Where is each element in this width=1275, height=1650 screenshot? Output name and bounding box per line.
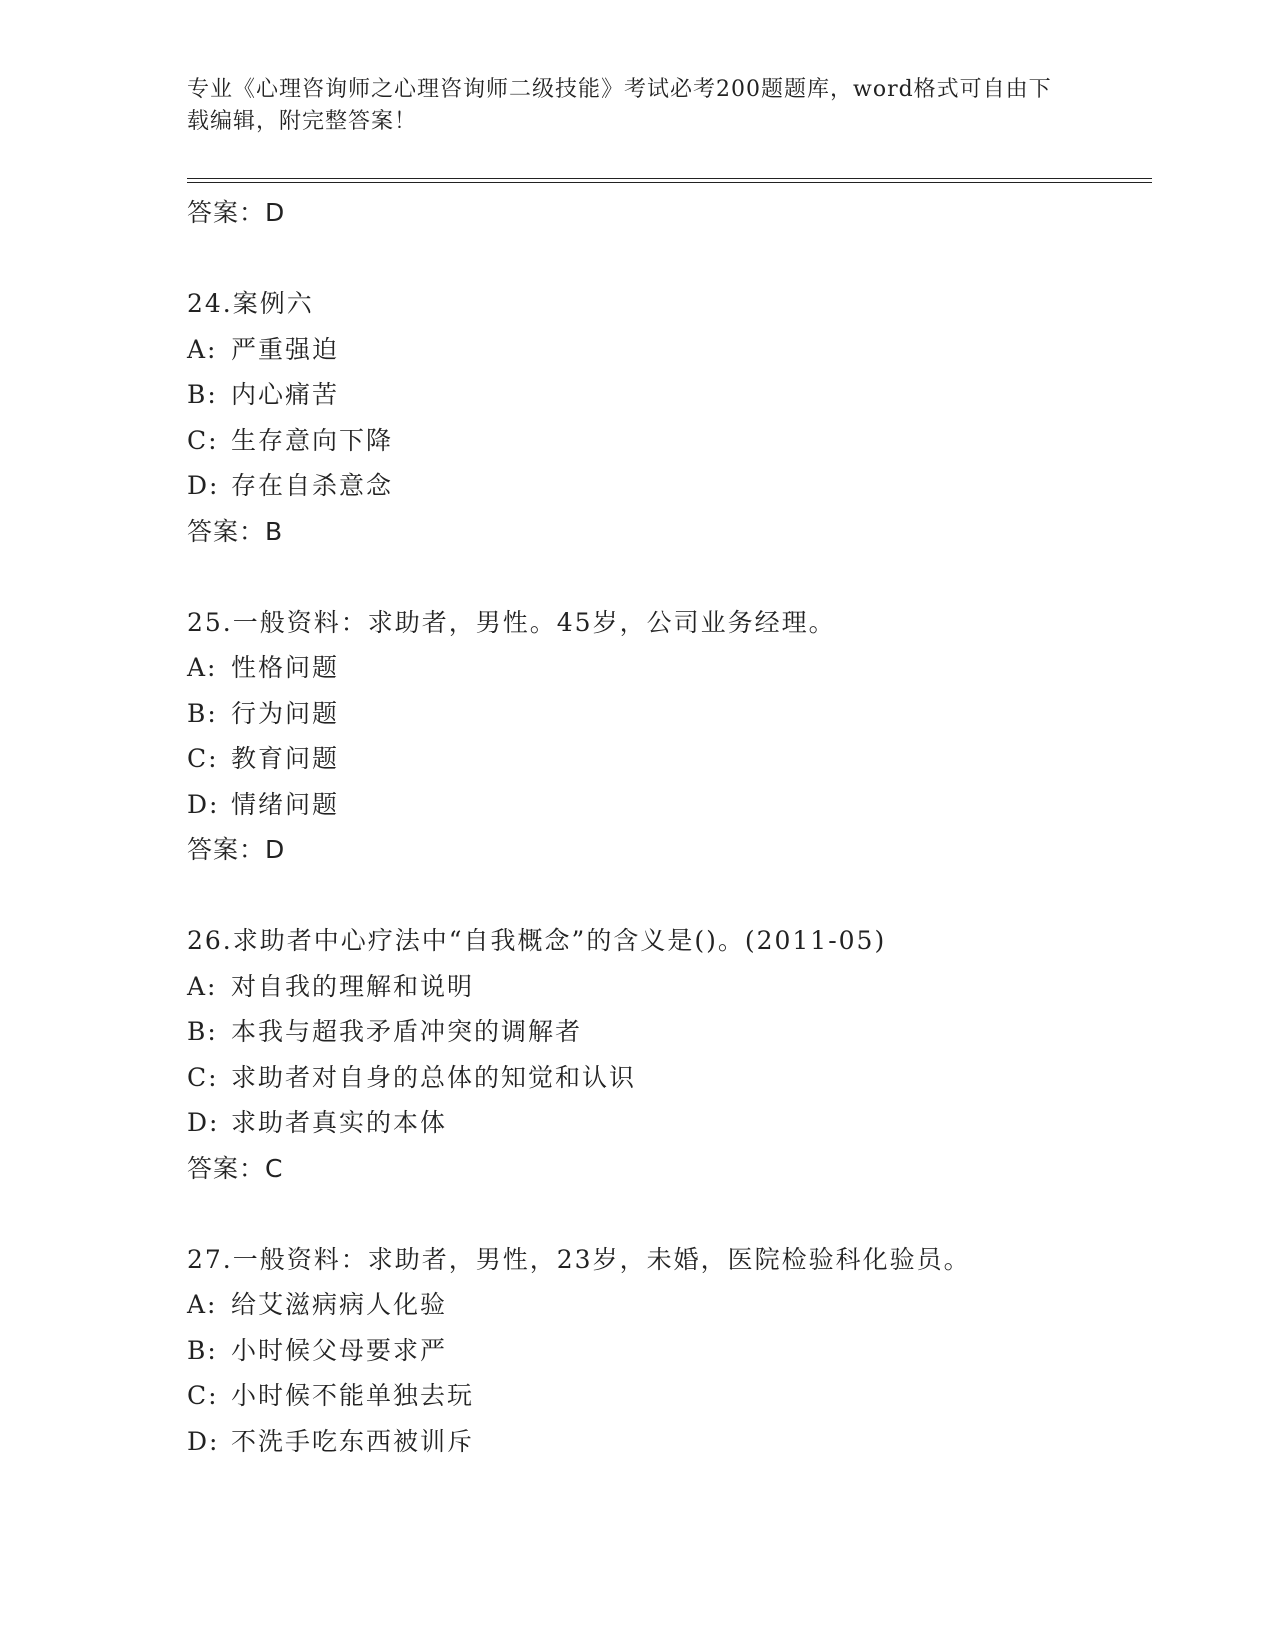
option-text: 本我与超我矛盾冲突的调解者 <box>231 1017 583 1046</box>
option-c <box>187 1055 1147 1101</box>
option-text: 内心痛苦 <box>231 380 340 409</box>
option-text: 求助者对自身的总体的知觉和认识 <box>231 1062 637 1092</box>
option-label: C: <box>187 425 219 455</box>
option-text: 生存意向下降 <box>231 425 394 455</box>
option-text: 存在自杀意念 <box>231 471 394 500</box>
option-a <box>187 1282 1147 1328</box>
option-label: C: <box>187 1062 219 1092</box>
question-stem: 25.一般资料：求助者，男性。45岁，公司业务经理。 <box>187 607 836 637</box>
option-text: 对自我的理解和说明 <box>231 971 475 1001</box>
question-block <box>187 918 1147 1191</box>
question-block <box>187 600 1147 873</box>
option-d <box>187 1419 1147 1465</box>
spacer <box>187 1191 1147 1237</box>
option-label: C: <box>187 744 219 773</box>
option-label: D: <box>187 1108 220 1137</box>
option-label: A: <box>187 1290 218 1319</box>
option-label: D: <box>187 789 220 819</box>
document-header <box>187 74 1067 138</box>
option-text: 教育问题 <box>231 744 340 773</box>
option-text: 性格问题 <box>231 653 340 682</box>
answer-line: 答案：B <box>187 516 284 546</box>
question-stem: 27.一般资料：求助者，男性，23岁，未婚，医院检验科化验员。 <box>187 1244 971 1274</box>
question-block <box>187 281 1147 554</box>
option-label: A: <box>187 653 218 682</box>
option-label: A: <box>187 971 218 1001</box>
option-c <box>187 736 1147 782</box>
option-a <box>187 645 1147 691</box>
spacer <box>187 236 1147 282</box>
header-divider-top <box>187 178 1152 179</box>
spacer <box>187 554 1147 600</box>
option-text: 行为问题 <box>231 698 340 728</box>
spacer <box>187 873 1147 919</box>
option-text: 小时候不能单独去玩 <box>231 1381 475 1410</box>
option-label: D: <box>187 1426 220 1456</box>
option-b <box>187 691 1147 737</box>
option-text: 小时候父母要求严 <box>231 1335 448 1365</box>
option-b <box>187 1009 1147 1055</box>
option-label: B: <box>187 1017 218 1046</box>
answer-line: 答案：D <box>187 835 286 864</box>
option-text: 不洗手吃东西被训斥 <box>231 1426 475 1456</box>
option-label: D: <box>187 471 220 500</box>
header-divider-bottom <box>187 182 1152 183</box>
option-text: 求助者真实的本体 <box>231 1108 448 1137</box>
option-c <box>187 418 1147 464</box>
option-d <box>187 463 1147 509</box>
option-a <box>187 964 1147 1010</box>
option-text: 给艾滋病病人化验 <box>231 1290 448 1319</box>
option-text: 情绪问题 <box>231 789 340 819</box>
option-b <box>187 372 1147 418</box>
option-d <box>187 1100 1147 1146</box>
answer-line: 答案：C <box>187 1153 284 1183</box>
option-a <box>187 327 1147 373</box>
option-label: B: <box>187 380 218 409</box>
option-c <box>187 1373 1147 1419</box>
question-stem: 24.案例六 <box>187 289 314 318</box>
option-d <box>187 782 1147 828</box>
answer-line: 答案：D <box>187 198 286 227</box>
option-label: C: <box>187 1381 219 1410</box>
option-label: B: <box>187 1335 218 1365</box>
question-stem: 26.求助者中心疗法中“自我概念”的含义是()。(2011-05) <box>187 926 887 955</box>
question-list <box>187 190 1147 1464</box>
option-text: 严重强迫 <box>231 334 340 364</box>
header-title: 专业《心理咨询师之心理咨询师二级技能》考试必考200题题库，word格式可自由下载编辑，附完整答案！ <box>187 77 1052 134</box>
option-label: B: <box>187 698 218 728</box>
option-label: A: <box>187 334 218 364</box>
option-b <box>187 1328 1147 1374</box>
question-block <box>187 1237 1147 1465</box>
